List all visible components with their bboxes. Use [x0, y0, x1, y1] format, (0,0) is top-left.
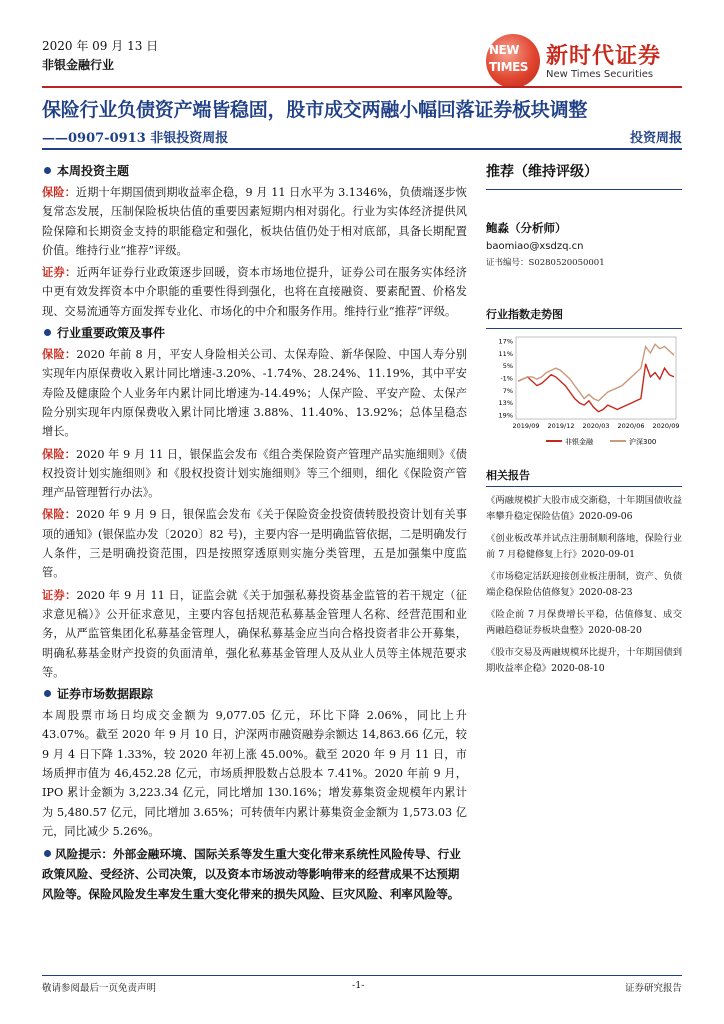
- paragraph-text: 2020 年 9 月 11 日，银保监会发布《组合类保险资产管理产品实施细则》《债权投资计划实施细则》和《股权投资计划实施细则》等三个细则，细化《保险资产管理产品管理暂行办法》。: [42, 447, 467, 500]
- paragraph-text: 近两年证券行业政策逐步回暖，资本市场地位提升，证券公司在服务实体经济中更有效发挥资本中介职能的重要性得到强化，也将在直接融资、要素配置、价格发现、交易流通等方面发挥专业化、市场化的中介和服务作用。维持行业“推荐”评级。: [42, 266, 467, 318]
- section-title: 证券市场数据跟踪: [57, 687, 154, 702]
- y-tick-label: -1%: [500, 374, 513, 383]
- paragraph: [42, 706, 467, 841]
- section-title: 本周投资主题: [57, 164, 130, 178]
- series-group: [518, 344, 674, 411]
- footer-label: 证券研究报告: [624, 983, 682, 994]
- rating-divider: [486, 189, 682, 190]
- x-tick-label: 2020/09: [652, 422, 680, 430]
- paragraph-text: 本周股票市场日均成交金额为 9,077.05 亿元，环比下降 2.06%，同比上升 43.07%。截至 2020 年 9 月 10 日，沪深两市融资融券余额达 14,863.66 亿元，较 9 月 4 日下降 1.33%，较 2020 年初上涨 45.00%。截至 2020 年 9 月 11 日，市场质押市值为 46,452.28 亿元，市场质押股数占总股本 7.41%。2020 年前 9 月，IPO 累计金额为 3,223.34 亿元，同比增加 130.16%；增发募集资金规模年内累计为 5,480.57 亿元，同比增加 3.65%；可转债年内累计募集资金金额为 1,573.03 亿元，同比减少 5.26%。: [42, 709, 467, 838]
- related-report[interactable]: 《创业板改革并试点注册制顺利落地，保险行业前 7 月稳健修复上行》2020-09-01: [486, 533, 682, 560]
- logo-badge-top: NEW: [489, 43, 519, 57]
- rating: 推荐（维持评级）: [486, 164, 598, 180]
- paragraph-label: 保险：: [42, 185, 76, 199]
- title-divider: [42, 148, 682, 150]
- legend-label-series-1: 非银金融: [565, 438, 593, 446]
- related-report[interactable]: 《两融规模扩大股市成交渐稳，十年期国债收益率攀升稳定保险估值》2020-09-06: [486, 495, 682, 522]
- paragraph: [42, 263, 467, 321]
- related-report[interactable]: 《险企前 7 月保费增长平稳，估值修复、成交两融趋稳证券板块盘整》2020-08-20: [486, 609, 682, 636]
- section-heading: [42, 162, 467, 179]
- header-divider: [42, 86, 682, 88]
- related-report[interactable]: 《股市交易及两融规模环比提升，十年期国债到期收益率企稳》2020-08-10: [486, 647, 682, 674]
- bullet-icon: [44, 167, 51, 174]
- x-tick-label: 2019/12: [547, 422, 575, 430]
- y-tick-label: 11%: [498, 349, 513, 358]
- certificate-number: 证书编号：S0280520050001: [486, 258, 605, 268]
- x-tick-label: 2020/03: [582, 422, 610, 430]
- chart-divider: [486, 328, 682, 329]
- footer-disclaimer[interactable]: 敬请参阅最后一页免责声明: [42, 983, 157, 994]
- report-date: 2020 年 09 月 13 日: [42, 39, 159, 53]
- legend: [546, 437, 656, 446]
- paragraph-text: 2020 年 9 月 9 日，银保监会发布《关于保险资金投资债转股投资计划有关事项的通知》(银保监办发〔2020〕82 号)，主要内容一是明确监管依据，二是明确发行人条件，三是明确投资范围，四是按照穿透原则实施分类管理，五是加强集中度监管。: [42, 508, 467, 580]
- paragraph: [42, 445, 467, 503]
- risk-text: 风险提示：外部金融环境、国际关系等发生重大变化带来系统性风险传导、行业政策风险、受经济、公司决策，以及资本市场波动等影响带来的经营成果不达预期风险等。保险风险发生率发生重大变化带来的损失风险、巨灾风险、利率风险等。: [42, 847, 461, 902]
- series-line-1: [518, 364, 674, 412]
- analyst-email[interactable]: baomiao@xsdzq.cn: [486, 241, 584, 252]
- report-type: 投资周报: [629, 131, 682, 146]
- paragraph: [42, 345, 467, 441]
- series-line-2: [518, 344, 674, 401]
- paragraph-label: 证券：: [42, 587, 77, 602]
- paragraph-text: 近期十年期国债到期收益率企稳，9 月 11 日水平为 3.1346%，负债端逐步恢复常态发展，压制保险板块估值的重要因素短期内相对弱化。行业为实体经济提供风险保障和长期资金支持的职能稳定和强化，板块估值仍处于相对底部，具备长期配置价值。维持行业“推荐”评级。: [42, 186, 467, 257]
- x-tick-label: 2020/06: [617, 422, 645, 430]
- section-heading: [42, 685, 467, 702]
- y-tick-label: 19%: [498, 411, 513, 420]
- paragraph: [42, 183, 467, 260]
- index-trend-chart: [486, 333, 682, 453]
- footer-divider: [42, 975, 682, 976]
- sector-name: 非银金融行业: [42, 58, 115, 72]
- main-column: [42, 160, 467, 904]
- analyst-name: 鲍淼（分析师）: [486, 221, 567, 235]
- risk-warning: [42, 844, 467, 904]
- brand-name-cn: 新时代证券: [546, 43, 662, 69]
- legend-label-series-2: 沪深300: [629, 438, 657, 446]
- paragraph-label: 保险：: [42, 347, 77, 362]
- report-title: 保险行业负债资产端皆稳固，股市成交两融小幅回落证券板块调整: [42, 99, 588, 121]
- x-tick-label: 2019/09: [512, 422, 540, 430]
- y-tick-label: 5%: [502, 362, 513, 371]
- y-tick-label: 17%: [498, 337, 513, 346]
- paragraph-text: 2020 年 9 月 11 日，证监会就《关于加强私募投资基金监管的若干规定（征求意见稿）》公开征求意见，主要内容包括规范私募基金管理人名称、经营范围和业务，从严监管集团化私募基金管理人，确保私募基金应当向合格投资者非公开募集，明确私募基金财产投资的负面清单，强化私募基金管理人及从业人员等主体规范要求等。: [42, 588, 467, 679]
- brand-name-en: New Times Securities: [546, 69, 654, 80]
- x-axis: [512, 422, 679, 430]
- paragraph-label: 保险：: [42, 507, 77, 522]
- paragraph: [42, 505, 467, 582]
- bullet-icon: [44, 690, 51, 697]
- section-title: 行业重要政策及事件: [57, 326, 166, 341]
- bullet-icon: [44, 850, 51, 857]
- report-subtitle: ——0907-0913 非银投资周报: [42, 131, 229, 146]
- related-reports-title: 相关报告: [486, 469, 530, 482]
- paragraph: [42, 586, 467, 682]
- sidebar: [486, 160, 682, 677]
- y-axis: [499, 338, 513, 420]
- paragraph-label: 证券：: [42, 265, 77, 280]
- logo-badge-bottom: TIMES: [489, 60, 528, 74]
- section-heading: [42, 324, 467, 341]
- related-report[interactable]: 《市场稳定活跃迎接创业板注册制，资产、负债端企稳保险估值修复》2020-08-23: [486, 571, 682, 598]
- paragraph-text: 2020 年前 8 月，平安人身险相关公司、太保寿险、新华保险、中国人寿分别实现年内原保费收入累计同比增速-3.20%、-1.74%、28.24%、11.19%，其中平安寿险及健康险个人业务年内累计同比增速为-14.49%；人保产险、平安产险、太保产险分别实现年内原保费收入累计同比增速 3.88%、11.40%、13.92%；总体呈稳态增长。: [42, 348, 467, 439]
- y-tick-label: 13%: [498, 399, 513, 408]
- bullet-icon: [44, 329, 51, 336]
- paragraph-label: 保险：: [42, 446, 76, 461]
- page-number: -1-: [352, 980, 365, 991]
- chart-title: 行业指数走势图: [486, 308, 563, 321]
- y-tick-label: 7%: [502, 386, 513, 395]
- related-divider: [486, 486, 682, 487]
